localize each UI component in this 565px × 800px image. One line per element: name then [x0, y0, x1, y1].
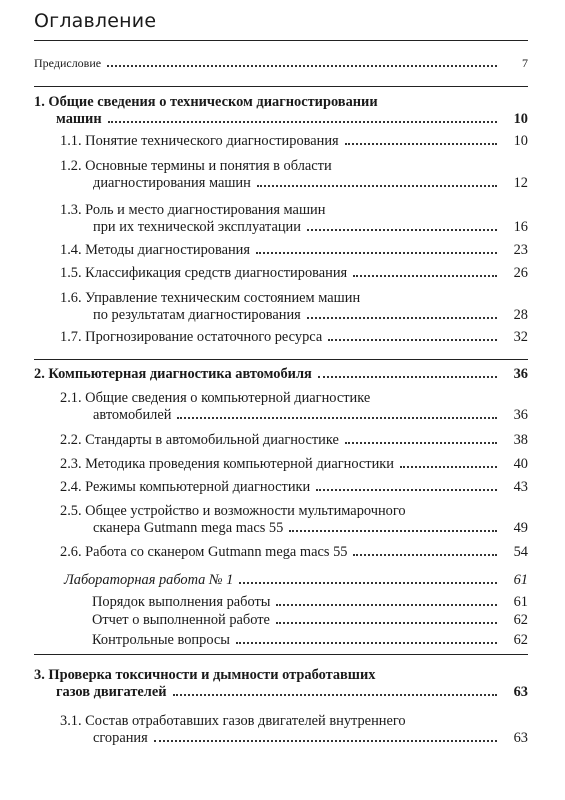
leader-dots: [154, 740, 497, 742]
toc-entry-1-5[interactable]: [60, 265, 528, 282]
toc-entry-1-2[interactable]: [60, 158, 528, 192]
leader-dots: [289, 530, 497, 532]
page-number: 62: [513, 632, 528, 648]
entry-title: 1.6. Управление техническим состоянием машин: [60, 290, 361, 306]
toc-entry-2-5[interactable]: [60, 503, 528, 537]
entry-title: 1.4. Методы диагностирования: [60, 242, 250, 258]
page-number: 63: [513, 684, 528, 700]
entry-title: Отчет о выполненной работе: [92, 612, 270, 628]
toc-entry-lab-1-report[interactable]: [92, 612, 528, 629]
toc-entry-2-3[interactable]: [60, 456, 528, 473]
section-divider: [34, 359, 528, 360]
entry-title-cont: диагностирования машин: [93, 175, 251, 191]
entry-title: 2.5. Общее устройство и возможности мультимарочного: [60, 503, 406, 519]
entry-title: 2.3. Методика проведения компьютерной диагностики: [60, 456, 394, 472]
page-number: 40: [513, 456, 528, 472]
leader-dots: [316, 489, 497, 491]
section-divider: [34, 654, 528, 655]
leader-dots: [177, 417, 497, 419]
toc-entry-2-2[interactable]: [60, 432, 528, 449]
entry-title: 2.6. Работа со сканером Gutmann mega macs 55: [60, 544, 348, 560]
page-number: 62: [513, 612, 528, 628]
leader-dots: [307, 229, 497, 231]
entry-title: 1.7. Прогнозирование остаточного ресурса: [60, 329, 323, 345]
section-divider: [34, 86, 528, 87]
entry-title: 2.1. Общие сведения о компьютерной диагностике: [60, 390, 371, 406]
entry-title: 3. Проверка токсичности и дымности отработавших: [34, 667, 376, 683]
entry-title: 1.1. Понятие технического диагностирования: [60, 133, 339, 149]
leader-dots: [256, 252, 497, 254]
page-number: 10: [513, 111, 528, 127]
title-rule: [34, 40, 528, 41]
toc-entry-1-1[interactable]: [60, 133, 528, 150]
entry-title-cont: автомобилей: [93, 407, 172, 423]
page-number: 7: [522, 56, 528, 70]
leader-dots: [328, 339, 497, 341]
leader-dots: [345, 442, 497, 444]
entry-title-cont: сгорания: [93, 730, 148, 746]
toc-entry-chapter-2[interactable]: [34, 366, 528, 383]
page-number: 36: [513, 366, 528, 382]
entry-title: 3.1. Состав отработавших газов двигателей внутреннего: [60, 713, 406, 729]
leader-dots: [239, 582, 497, 584]
page-number: 16: [513, 219, 528, 235]
toc-entry-2-4[interactable]: [60, 479, 528, 496]
leader-dots: [107, 65, 497, 67]
entry-title: 2. Компьютерная диагностика автомобиля: [34, 366, 312, 382]
page-number: 38: [513, 432, 528, 448]
entry-title: Порядок выполнения работы: [92, 594, 271, 610]
page-number: 49: [513, 520, 528, 536]
page-number: 28: [513, 307, 528, 323]
leader-dots: [318, 376, 497, 378]
entry-title: Лабораторная работа № 1: [64, 572, 234, 588]
entry-title: 2.2. Стандарты в автомобильной диагностике: [60, 432, 339, 448]
toc-entry-3-1[interactable]: [60, 713, 528, 747]
leader-dots: [400, 466, 497, 468]
toc-entry-1-3[interactable]: [60, 202, 528, 236]
page-title: Оглавление: [34, 10, 157, 32]
toc-entry-2-1[interactable]: [60, 390, 528, 424]
page-number: 36: [513, 407, 528, 423]
entry-title-cont: по результатам диагностирования: [93, 307, 301, 323]
page-number: 54: [513, 544, 528, 560]
toc-entry-lab-1-questions[interactable]: [92, 632, 528, 649]
entry-title: 2.4. Режимы компьютерной диагностики: [60, 479, 311, 495]
toc-entry-2-6[interactable]: [60, 544, 528, 561]
leader-dots: [353, 275, 497, 277]
page-number: 26: [513, 265, 528, 281]
entry-title-cont: газов двигателей: [56, 684, 167, 700]
leader-dots: [108, 121, 497, 123]
toc-entry-1-4[interactable]: [60, 242, 528, 259]
toc-entry-1-7[interactable]: [60, 329, 528, 346]
entry-title-cont: при их технической эксплуатации: [93, 219, 301, 235]
entry-title-cont: машин: [56, 111, 102, 127]
entry-title: Контрольные вопросы: [92, 632, 230, 648]
entry-title-cont: сканера Gutmann mega macs 55: [93, 520, 284, 536]
toc-entry-chapter-1[interactable]: [34, 94, 528, 128]
toc-entry-lab-1[interactable]: [64, 572, 528, 589]
leader-dots: [353, 554, 497, 556]
entry-title: 1. Общие сведения о техническом диагностировании: [34, 94, 378, 110]
leader-dots: [173, 694, 497, 696]
entry-title: 1.2. Основные термины и понятия в области: [60, 158, 332, 174]
entry-title: 1.5. Классификация средств диагностирования: [60, 265, 348, 281]
page-number: 61: [513, 572, 528, 588]
leader-dots: [236, 642, 497, 644]
leader-dots: [257, 185, 497, 187]
page-number: 61: [513, 594, 528, 610]
leader-dots: [276, 622, 497, 624]
page-number: 12: [513, 175, 528, 191]
leader-dots: [345, 143, 497, 145]
leader-dots: [276, 604, 497, 606]
entry-title: Предисловие: [34, 56, 102, 70]
page-number: 23: [513, 242, 528, 258]
page-number: 63: [513, 730, 528, 746]
page-number: 10: [513, 133, 528, 149]
toc-entry-lab-1-procedure[interactable]: [92, 594, 528, 611]
entry-title: 1.3. Роль и место диагностирования машин: [60, 202, 326, 218]
leader-dots: [307, 317, 497, 319]
page-number: 43: [513, 479, 528, 495]
toc-entry-preface[interactable]: [34, 55, 528, 72]
page-number: 32: [513, 329, 528, 345]
toc-entry-1-6[interactable]: [60, 290, 528, 324]
toc-entry-chapter-3[interactable]: [34, 667, 528, 701]
